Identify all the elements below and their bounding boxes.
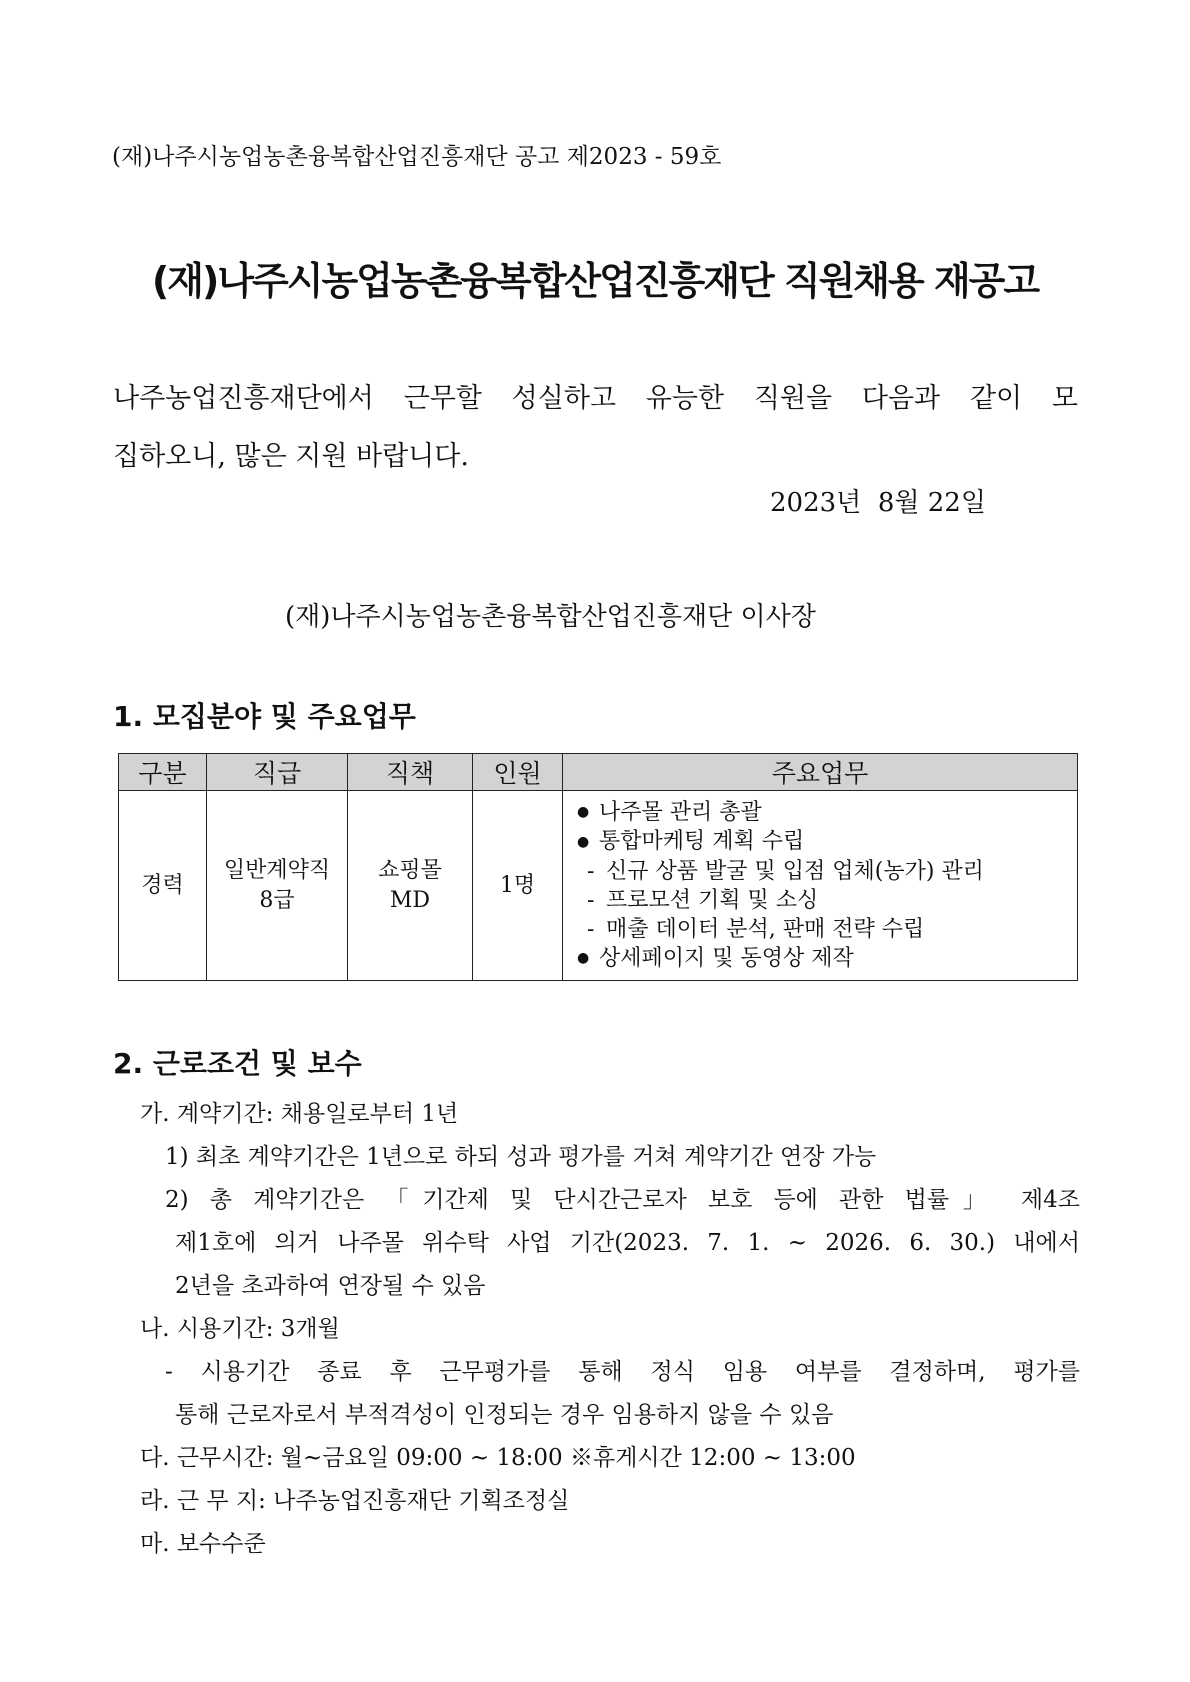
section-2-heading: 2. 근로조건 및 보수 [113,1047,362,1080]
duty-item [571,915,1069,944]
table-row [119,791,1078,981]
dash-icon: - [587,858,595,884]
grade-line-1: 일반계약직 [223,857,331,883]
duty-item [571,944,1069,974]
duty-item [571,886,1069,915]
duty-item [571,857,1069,886]
cell-grade [207,791,348,981]
condition-ga-2-line-1: 2) 총 계약기간은 「기간제 및 단시간근로자 보호 등에 관한 법률」 제4조 [165,1187,1080,1213]
duty-text: 신규 상품 발굴 및 입점 업체(농가) 관리 [606,858,984,884]
header-headcount: 인원 [473,754,563,791]
header-category: 구분 [119,754,207,791]
signatory: (재)나주시농업농촌융복합산업진흥재단 이사장 [285,602,816,632]
duty-item [571,827,1069,857]
duty-text: 매출 데이터 분석, 판매 전략 수립 [606,916,925,942]
cell-position [348,791,473,981]
position-line-1: 쇼핑몰 [378,857,442,883]
intro-line-2: 집하오니, 많은 지원 바랍니다. [113,441,469,472]
condition-na: 나. 시용기간: 3개월 [140,1316,340,1342]
condition-ga-1: 1) 최초 계약기간은 1년으로 하되 성과 평가를 거쳐 계약기간 연장 가능 [165,1144,877,1170]
cell-category: 경력 [119,791,207,981]
duty-text: 통합마케팅 계획 수립 [599,829,805,855]
header-grade: 직급 [207,754,348,791]
duty-item [571,798,1069,828]
bullet-icon: ● [577,950,590,967]
condition-da: 다. 근무시간: 월~금요일 09:00 ~ 18:00 ※휴게시간 12:00 ~ 13:00 [140,1445,856,1471]
notice-date: 2023년 8월 22일 [770,488,986,518]
bullet-icon: ● [577,833,590,850]
recruitment-table [118,753,1078,981]
section-1-heading: 1. 모집분야 및 주요업무 [113,700,416,733]
intro-paragraph [113,370,1078,486]
dash-icon: - [587,916,595,942]
cell-headcount: 1명 [473,791,563,981]
condition-na-line-2: 통해 근로자로서 부적격성이 인정되는 경우 임용하지 않을 수 있음 [175,1402,834,1428]
grade-line-2: 8급 [259,887,295,913]
condition-ga-2-line-3: 2년을 초과하여 연장될 수 있음 [175,1273,486,1299]
table-header-row [119,754,1078,791]
duty-text: 프로모션 기획 및 소싱 [606,887,819,913]
condition-na-line-1: - 시용기간 종료 후 근무평가를 통해 정식 임용 여부를 결정하며, 평가를 [165,1359,1080,1385]
bullet-icon: ● [577,804,590,821]
notice-number: (재)나주시농업농촌융복합산업진흥재단 공고 제2023 - 59호 [112,144,722,170]
duty-text: 나주몰 관리 총괄 [599,799,762,825]
condition-ra: 라. 근 무 지: 나주농업진흥재단 기획조정실 [140,1488,570,1514]
duty-text: 상세페이지 및 동영상 제작 [599,945,854,971]
dash-icon: - [587,887,595,913]
position-line-2: MD [389,887,431,913]
page-title: (재)나주시농업농촌융복합산업진흥재단 직원채용 재공고 [151,259,1039,303]
header-duties: 주요업무 [563,754,1078,791]
intro-line-1: 나주농업진흥재단에서 근무할 성실하고 유능한 직원을 다음과 같이 모 [113,383,1078,414]
cell-duties [563,791,1078,981]
header-position: 직책 [348,754,473,791]
condition-ma: 마. 보수수준 [140,1531,266,1557]
condition-ga: 가. 계약기간: 채용일로부터 1년 [140,1101,459,1127]
condition-ga-2-line-2: 제1호에 의거 나주몰 위수탁 사업 기간(2023. 7. 1. ~ 2026. 6. 30.) 내에서 [175,1230,1080,1256]
